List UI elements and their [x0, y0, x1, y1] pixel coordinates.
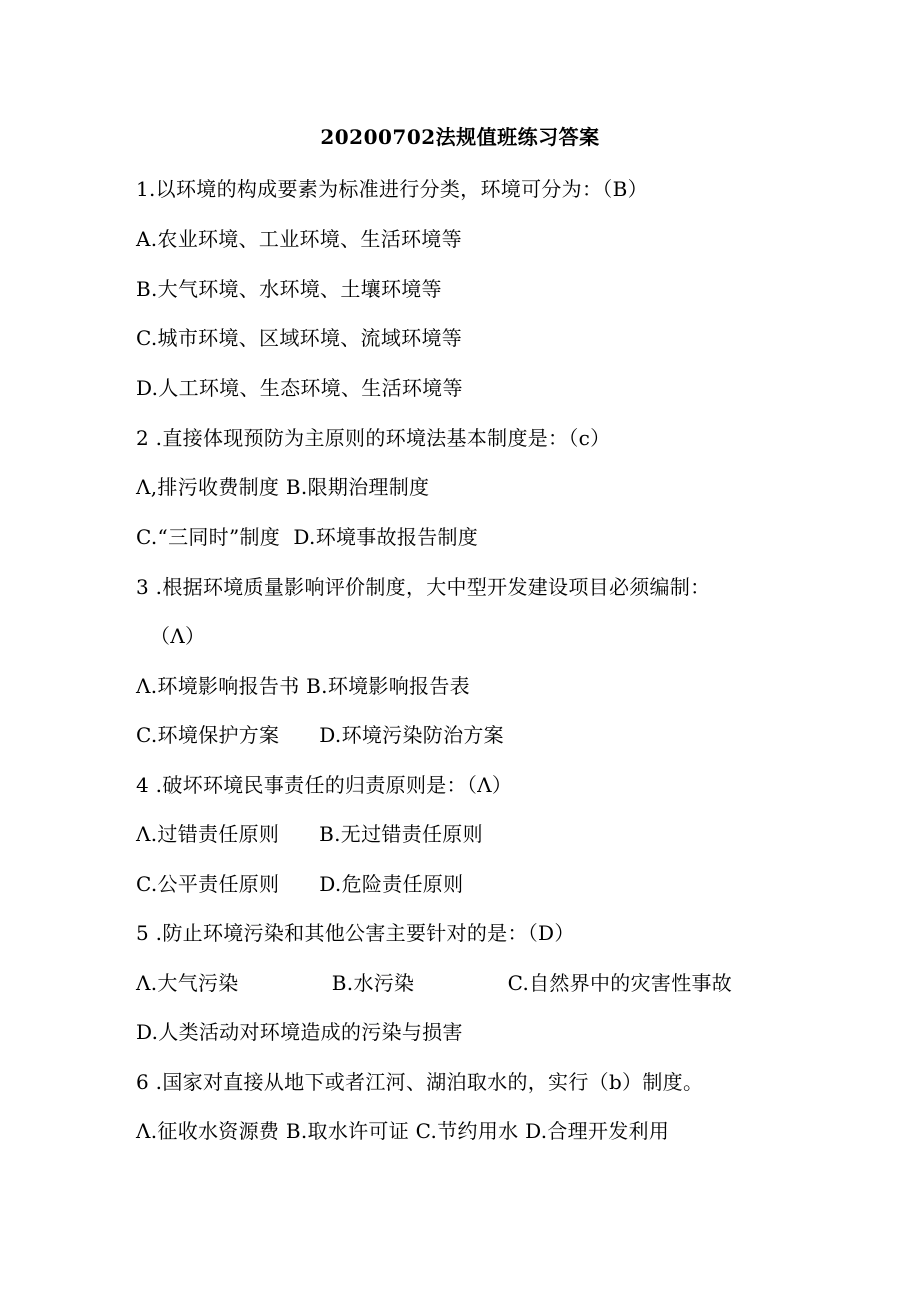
question-3-options-ab: Λ.环境影响报告书 B.环境影响报告表	[136, 674, 470, 698]
question-5-options-abc: Λ.大气污染 B.水污染 C.自然界中的灾害性事故	[136, 971, 733, 995]
question-3-stem: 3 .根据环境质量影响评价制度，大中型开发建设项目必须编制：	[136, 575, 711, 599]
question-2-stem: 2 .直接体现预防为主原则的环境法基本制度是：（c）	[136, 426, 611, 450]
question-4-stem: 4 .破坏环境民事责任的归责原则是：（Λ）	[136, 773, 513, 797]
question-1-option-b: B.大气环境、水环境、土壤环境等	[136, 277, 442, 301]
page-title: 20200702法规值班练习答案	[320, 125, 600, 149]
question-2-options-cd: C.“三同时”制度 D.环境事故报告制度	[136, 525, 479, 549]
question-1-stem: 1.以环境的构成要素为标准进行分类，环境可分为：（B）	[136, 177, 648, 201]
question-5-option-d: D.人类活动对环境造成的污染与损害	[136, 1020, 463, 1044]
question-3-options-cd: C.环境保护方案 D.环境污染防治方案	[136, 723, 504, 747]
question-1-option-a: A.农业环境、工业环境、生活环境等	[136, 227, 462, 251]
question-4-options-cd: C.公平责任原则 D.危险责任原则	[136, 872, 464, 896]
question-5-stem: 5 .防止环境污染和其他公害主要针对的是：（D）	[136, 921, 575, 945]
question-2-options-ab: Λ,排污收费制度 B.限期治理制度	[136, 475, 430, 499]
question-1-option-c: C.城市环境、区域环境、流域环境等	[136, 326, 463, 350]
question-6-stem: 6 .国家对直接从地下或者江河、湖泊取水的，实行（b）制度。	[136, 1070, 704, 1094]
question-1-option-d: D.人工环境、生态环境、生活环境等	[136, 376, 463, 400]
question-3-answer: （Λ）	[150, 624, 206, 648]
question-4-options-ab: Λ.过错责任原则 B.无过错责任原则	[136, 822, 483, 846]
question-6-options: Λ.征收水资源费 B.取水许可证 C.节约用水 D.合理开发利用	[136, 1119, 670, 1143]
